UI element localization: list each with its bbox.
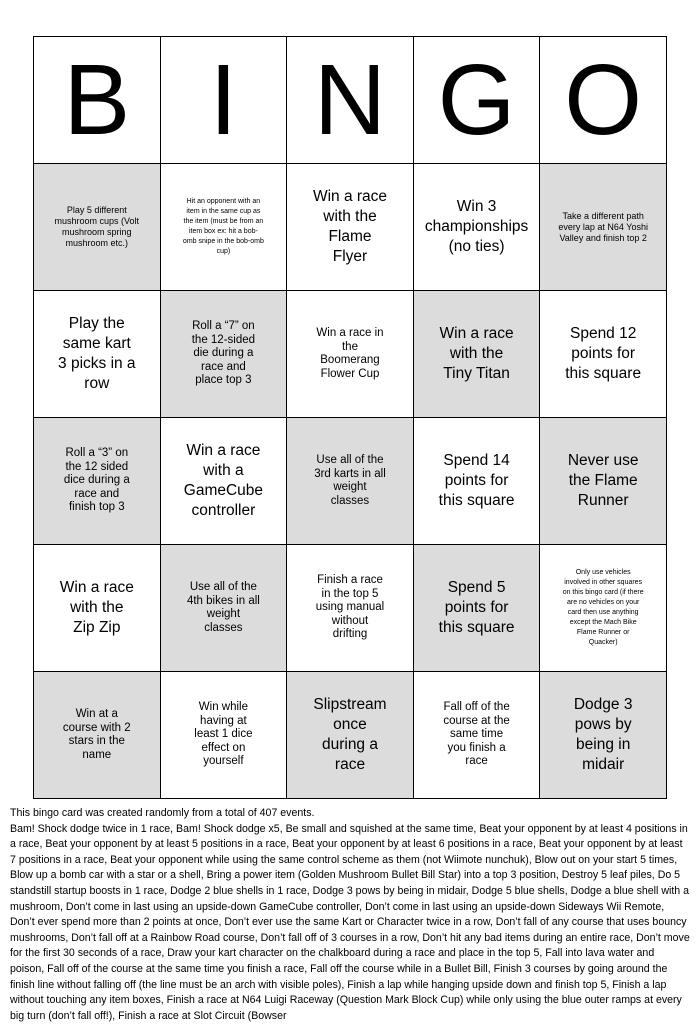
- bingo-square: [161, 291, 288, 418]
- bingo-square: [34, 672, 161, 799]
- bingo-square-text: Spend 14 points for this square: [438, 452, 515, 509]
- bingo-square: [414, 545, 541, 672]
- header-letter-n: N: [287, 37, 414, 164]
- bingo-square-text: Win a race with the Tiny Titan: [439, 325, 514, 382]
- bingo-square: [540, 291, 667, 418]
- bingo-square: [540, 418, 667, 545]
- header-letter-b: B: [34, 37, 161, 164]
- bingo-square-text: Win while having at least 1 dice effect on yourself: [194, 701, 253, 768]
- header-letter-i: I: [161, 37, 288, 164]
- bingo-square-text: Only use vehicles involved in other squares on this bingo card (if there are no vehicles on your card then use anything except the Mach Bike Flame Runner or Quacker): [562, 569, 644, 646]
- event-list-footer: [10, 806, 690, 1024]
- bingo-square: [161, 545, 288, 672]
- header-letter-o: O: [540, 37, 667, 164]
- bingo-square-text: Roll a “7” on the 12-sided die during a race and place top 3: [191, 320, 256, 387]
- bingo-square: [540, 672, 667, 799]
- bingo-row: [34, 545, 667, 672]
- bingo-square-text: Win a race with a GameCube controller: [183, 442, 264, 519]
- bingo-square: [287, 164, 414, 291]
- bingo-square-text: Take a different path every lap at N64 Yoshi Valley and finish top 2: [558, 210, 648, 243]
- bingo-square: [287, 291, 414, 418]
- footer-events: Bam! Shock dodge twice in 1 race, Bam! Shock dodge x5, Be small and squished at the same time, Beat your opponent by at least 4 positions in a race, Beat your opponent by at least 5 positions in a race, Beat your opponent by at least 6 positions in a race, Beat your opponent by at least 7 positions in a race, Beat your opponent while using the same control scheme as them (not Wiimote nunchuk), Blow out on your start 5 times, Blow up a bomb car with a star or a shell, Bring a power item (Golden Mushroom Bullet Bill Star) into a top 3 position, Destroy 5 leaf piles, Do 5 standstill startup boosts in 1 race, Dodge 2 blue shells in 1 race, Dodge 3 pows by being in midair, Dodge 5 blue shells, Dodge a blue shell with a mushroom, Don’t come in last using an upside-down GameCube controller, Don’t come in last using an upside-down Sideways Wii Remote, Don’t ever spend more than 2 points at once, Don’t ever use the same Kart or Character twice in a row, Don’t fall of any course that uses bouncy mushrooms, Don’t fall off at a Rainbow Road course, Don’t fall off of 3 courses in a row, Don’t hit any bad items during an entire race, Don’t move for the first 30 seconds of a race, Draw your kart character on the chalkboard during a race and place in the top 5, Fall into lava water and poison, Fall off of the course at the same time you finish a race, Fall off the course while in a Bullet Bill, Finish 3 courses by going around the finish line without falling off (the line must be an arch with visible poles), Finish a lap while hanging upside down and finish top 5, Finish a lap without touching any item boxes, Finish a race at N64 Luigi Raceway (Question Mark Block Cup) while only using the blue outer ramps at every big turn (don’t fall off!), Finish a race at Slot Circuit (Bowser: [10, 822, 690, 1022]
- bingo-square: [414, 418, 541, 545]
- bingo-square: [540, 164, 667, 291]
- bingo-square-text: Win a race with the Zip Zip: [59, 579, 134, 636]
- bingo-square-text: Use all of the 4th bikes in all weight classes: [186, 581, 260, 634]
- bingo-square: [34, 291, 161, 418]
- bingo-square: [287, 418, 414, 545]
- bingo-square: [34, 418, 161, 545]
- footer-intro: This bingo card was created randomly from a total of 407 events.: [10, 807, 315, 819]
- bingo-square: [540, 545, 667, 672]
- bingo-square-text: Spend 5 points for this square: [438, 579, 515, 636]
- bingo-square: [287, 672, 414, 799]
- bingo-square: [34, 164, 161, 291]
- header-letter-g: G: [414, 37, 541, 164]
- bingo-square-text: Finish a race in the top 5 using manual without drifting: [315, 574, 385, 641]
- bingo-square: [414, 164, 541, 291]
- bingo-square: [414, 672, 541, 799]
- bingo-square: [287, 545, 414, 672]
- bingo-row: [34, 672, 667, 799]
- bingo-square-text: Hit an opponent with an item in the same cup as the item (must be from an item box ex: hit a bob-omb snipe in the bob-omb cup): [182, 198, 264, 255]
- bingo-square-text: Win at a course with 2 stars in the name: [62, 708, 131, 761]
- bingo-grid: [34, 164, 667, 799]
- bingo-row: [34, 418, 667, 545]
- bingo-square-text: Win a race in the Boomerang Flower Cup: [316, 327, 384, 380]
- bingo-square: [161, 164, 288, 291]
- bingo-square-text: Play 5 different mushroom cups (Volt mushroom spring mushroom etc.): [54, 205, 140, 248]
- bingo-square-text: Win 3 championships (no ties): [424, 198, 529, 255]
- bingo-square-text: Win a race with the Flame Flyer: [312, 188, 388, 265]
- bingo-square: [161, 418, 288, 545]
- bingo-square-text: Dodge 3 pows by being in midair: [573, 696, 633, 773]
- bingo-header-row: [34, 37, 667, 164]
- bingo-square-text: Use all of the 3rd karts in all weight classes: [314, 454, 386, 507]
- bingo-square: [161, 672, 288, 799]
- bingo-square-text: Fall off of the course at the same time you finish a race: [443, 701, 510, 768]
- bingo-square: [414, 291, 541, 418]
- bingo-row: [34, 164, 667, 291]
- bingo-square-text: Play the same kart 3 picks in a row: [58, 315, 136, 392]
- bingo-square-text: Never use the Flame Runner: [567, 452, 639, 509]
- bingo-square-text: Slipstream once during a race: [313, 696, 387, 773]
- bingo-square: [34, 545, 161, 672]
- bingo-row: [34, 291, 667, 418]
- bingo-square-text: Spend 12 points for this square: [565, 325, 642, 382]
- bingo-board: [33, 36, 667, 799]
- bingo-square-text: Roll a “3” on the 12 sided dice during a race and finish top 3: [63, 447, 130, 514]
